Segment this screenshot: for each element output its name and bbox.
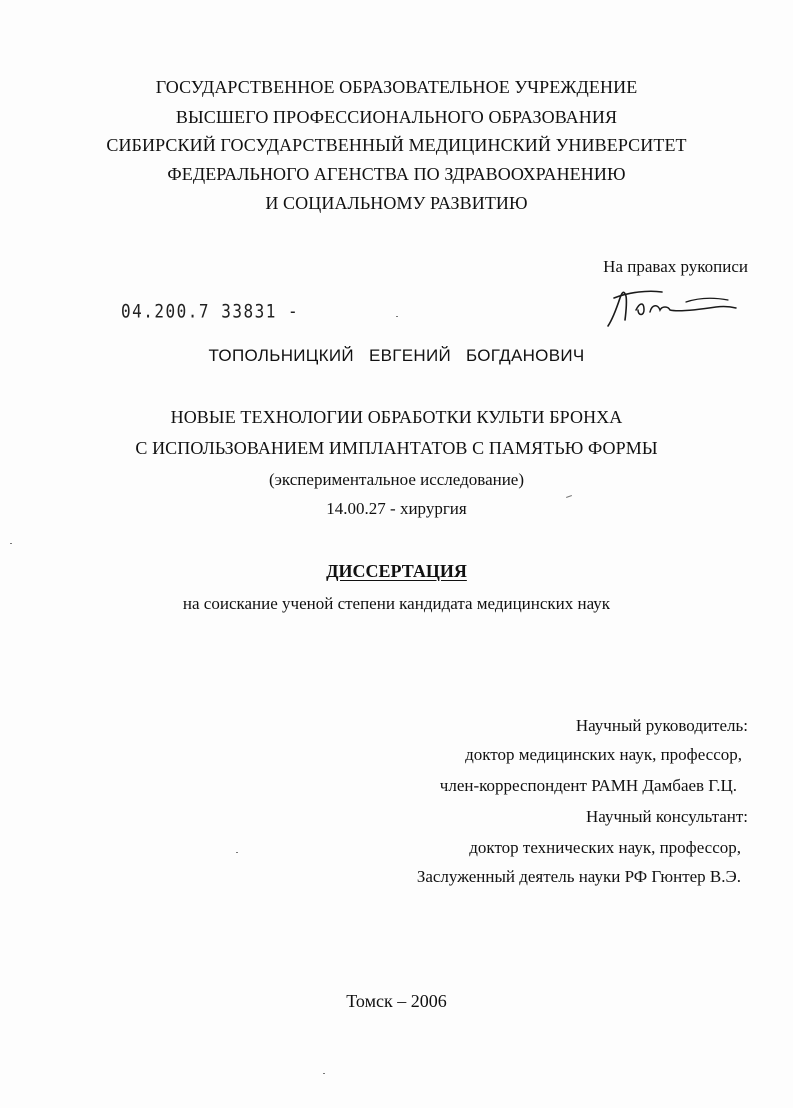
author-name: ТОПОЛЬНИЦКИЙ ЕВГЕНИЙ БОГДАНОВИЧ bbox=[208, 346, 585, 365]
thesis-specialty: 14.00.27 - хирургия bbox=[326, 499, 467, 518]
institution-line-3: СИБИРСКИЙ ГОСУДАРСТВЕННЫЙ МЕДИЦИНСКИЙ УНИВЕРСИТЕТ bbox=[106, 135, 687, 155]
stamp-dash: - bbox=[276, 300, 300, 322]
institution-line-5: И СОЦИАЛЬНОМУ РАЗВИТИЮ bbox=[265, 193, 528, 213]
scan-speck bbox=[396, 316, 398, 317]
supervisor-degree: доктор медицинских наук, профессор, bbox=[465, 745, 742, 764]
author-signature bbox=[600, 280, 740, 332]
dissertation-heading: ДИССЕРТАЦИЯ bbox=[326, 561, 467, 581]
consultant-degree: доктор технических наук, профессор, bbox=[469, 838, 741, 857]
institution-line-1: ГОСУДАРСТВЕННОЕ ОБРАЗОВАТЕЛЬНОЕ УЧРЕЖДЕНИЕ bbox=[155, 77, 638, 97]
city-year: Томск – 2006 bbox=[346, 991, 447, 1011]
dissertation-purpose: на соискание ученой степени кандидата медицинских наук bbox=[182, 594, 611, 613]
thesis-title-line-1: НОВЫЕ ТЕХНОЛОГИИ ОБРАБОТКИ КУЛЬТИ БРОНХА bbox=[170, 407, 623, 427]
registration-number: 04.200.7 33831 bbox=[121, 300, 277, 322]
scan-speck bbox=[323, 1073, 325, 1074]
manuscript-note: На правах рукописи bbox=[603, 257, 748, 276]
registration-stamp-number bbox=[121, 300, 299, 322]
scan-speck bbox=[236, 852, 238, 853]
thesis-subtitle: (экспериментальное исследование) bbox=[268, 470, 525, 489]
supervisor-name: член-корреспондент РАМН Дамбаев Г.Ц. bbox=[439, 776, 737, 795]
scan-speck bbox=[10, 543, 12, 544]
institution-line-2: ВЫСШЕГО ПРОФЕССИОНАЛЬНОГО ОБРАЗОВАНИЯ bbox=[175, 107, 618, 127]
thesis-title-line-2: С ИСПОЛЬЗОВАНИЕМ ИМПЛАНТАТОВ С ПАМЯТЬЮ ФОРМЫ bbox=[135, 438, 658, 458]
institution-line-4: ФЕДЕРАЛЬНОГО АГЕНСТВА ПО ЗДРАВООХРАНЕНИЮ bbox=[167, 164, 626, 184]
consultant-name: Заслуженный деятель науки РФ Гюнтер В.Э. bbox=[416, 867, 741, 886]
supervisor-label: Научный руководитель: bbox=[575, 716, 748, 735]
consultant-label: Научный консультант: bbox=[586, 807, 748, 826]
